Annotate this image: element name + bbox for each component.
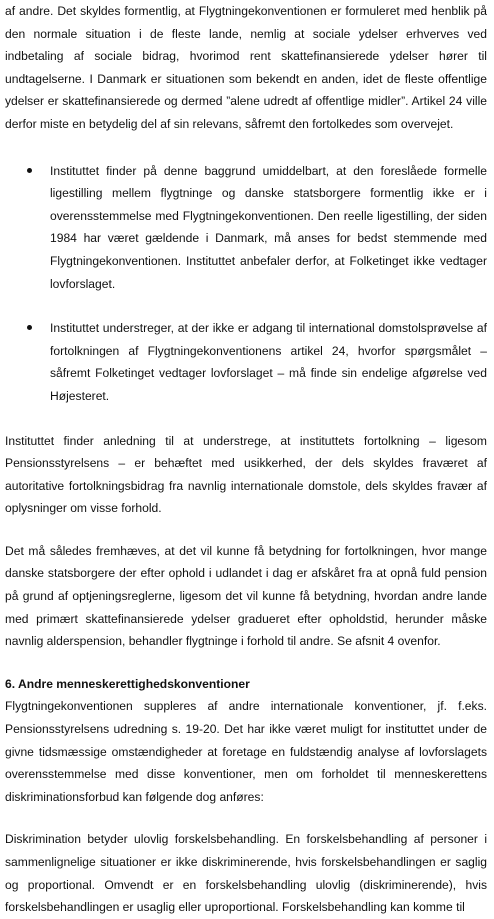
bullet-icon xyxy=(5,317,50,339)
paragraph: Flygtningekonventionen suppleres af andre internationale konventioner, jf. f.eks. Pensionsstyrelsens udredning s. 19-20. Det har ikke været muligt for instituttet under de givne tidsmæssige omstændigheder at foretage en fuldstændig analyse af lovforslagets overensstemmelse med disse konventioner, men om forholdet til menneskerettens diskriminationsforbud kan følgende dog anføres: xyxy=(5,699,487,804)
bullet-item xyxy=(5,160,487,296)
intro-paragraph: af andre. Det skyldes formentlig, at Flygtningekonventionen er formuleret med henblik på den normale situation i de fleste lande, nemlig at sociale ydelser erhverves ved indbetaling af sociale bidrag, hvorimod rent skattefinansierede ydelser hører til undtagelserne. I Danmark er situationen som bekendt en anden, idet de fleste offentlige ydelser er skattefinansierede og dermed ”alene udredt af offentlige midler”. Artikel 24 ville derfor miste en betydelig del af sin relevans, såfremt den fortolkedes som overvejet. xyxy=(5,4,487,131)
document-page xyxy=(5,0,487,915)
paragraph: Det må således fremhæves, at det vil kunne få betydning for fortolkningen, hvor mange danske statsborgere der efter ophold i udlandet i dag er afskåret fra at opnå fuld pension på grund af optjeningsreglerne, ligesom det vil kunne få betydning, hvordan andre lande med primært skattefinansierede ydelser gradueret efter opholdstid, herunder måske navnlig alderspension, behandler flygtninge i forhold til andre. Se afsnit 4 ovenfor. xyxy=(5,543,487,649)
spacer xyxy=(5,653,487,673)
spacer xyxy=(5,136,487,160)
bullet-text: Instituttet finder på denne baggrund umiddelbart, at den foreslåede formelle ligestilling mellem flygtninge og danske statsborgere formentlig ikke er i overensstemmelse med Flygtningekonventionen. Den reelle ligestilling, der siden 1984 har været gældende i Danmark, må anses for bedst stemmende med Flygtningekonventionen. Instituttet anbefaler derfor, at Folketinget ikke vedtager lovforslaget. xyxy=(50,163,487,291)
spacer xyxy=(5,520,487,540)
bullet-text: Instituttet understreger, at der ikke er adgang til international domstolsprøvelse af fortolkningen af Flygtningekonventionens artikel 24, hvorfor spørgsmålet – såfremt Folketinget vedtager lovforslaget – må finde sin endelige afgørelse ved Højesteret. xyxy=(50,321,487,403)
paragraph: Instituttet finder anledning til at understrege, at instituttets fortolkning – ligesom Pensionsstyrelsens – er behæftet med usikkerhed, der dels skyldes fraværet af autoritative fortolkningsbidrag fra navnlig internationale domstole, dels skyldes fravær af oplysninger om visse forhold. xyxy=(5,433,487,516)
paragraph: Diskrimination betyder ulovlig forskelsbehandling. En forskelsbehandling af personer i sammenlignelige situationer er ikke diskriminerende, hvis forskelsbehandlingen er saglig og proportional. Omvendt er en forskelsbehandling ulovlig (diskriminerende), hvis forskelsbehandlingen er usaglig eller uproportional. Forskelsbehandling kan komme til xyxy=(5,832,487,915)
spacer xyxy=(5,408,487,430)
spacer xyxy=(5,808,487,828)
spacer xyxy=(5,295,487,317)
bullet-item xyxy=(5,317,487,407)
section-heading: 6. Andre menneskerettighedskonventioner xyxy=(5,676,250,691)
bullet-icon xyxy=(5,160,50,182)
